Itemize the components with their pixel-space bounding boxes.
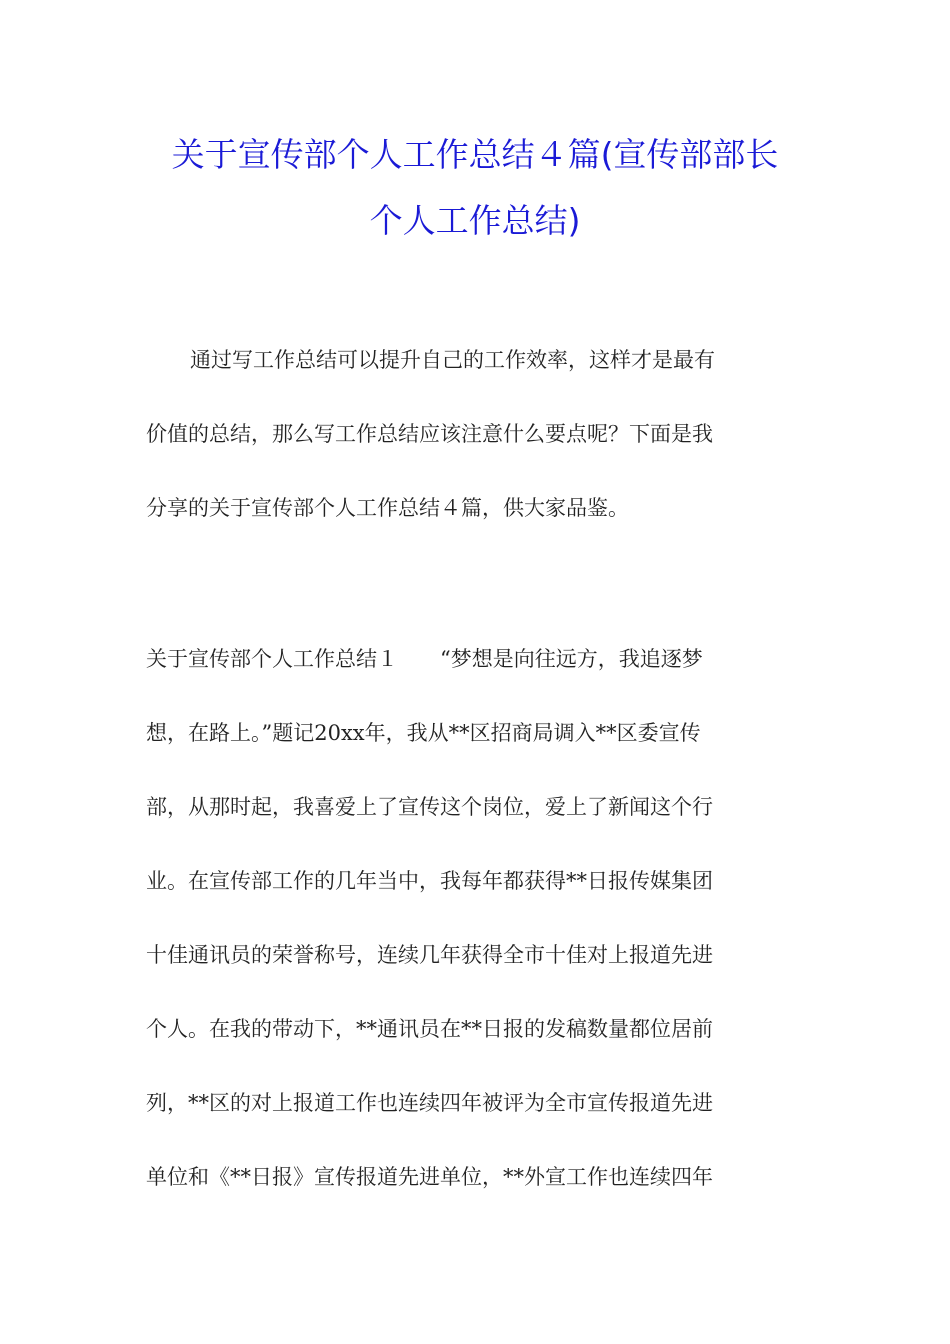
section-line: 想，在路上。”题记20xx年，我从**区招商局调入**区委宣传 [146, 721, 701, 745]
section-line: 关于宣传部个人工作总结１ “梦想是向往远方，我追逐梦 [146, 647, 703, 671]
section-line: 单位和《**日报》宣传报道先进单位，**外宣工作也连续四年 [146, 1165, 713, 1189]
intro-line: 通过写工作总结可以提升自己的工作效率，这样才是最有 [190, 348, 715, 372]
intro-line: 分享的关于宣传部个人工作总结４篇，供大家品鉴。 [146, 496, 629, 520]
section-line: 业。在宣传部工作的几年当中，我每年都获得**日报传媒集团 [146, 869, 713, 893]
intro-line: 价值的总结，那么写工作总结应该注意什么要点呢？下面是我 [146, 422, 713, 446]
document-title [120, 122, 830, 254]
section-line: 个人。在我的带动下，**通讯员在**日报的发稿数量都位居前 [146, 1017, 713, 1041]
intro-paragraph [146, 323, 806, 545]
section-line: 列，**区的对上报道工作也连续四年被评为全市宣传报道先进 [146, 1091, 713, 1115]
section-paragraph [146, 622, 806, 1214]
section-line: 部，从那时起，我喜爱上了宣传这个岗位，爱上了新闻这个行 [146, 795, 713, 819]
section-line: 十佳通讯员的荣誉称号，连续几年获得全市十佳对上报道先进 [146, 943, 713, 967]
title-line: 个人工作总结) [369, 201, 581, 240]
title-line: 关于宣传部个人工作总结４篇(宣传部部长 [171, 135, 779, 174]
